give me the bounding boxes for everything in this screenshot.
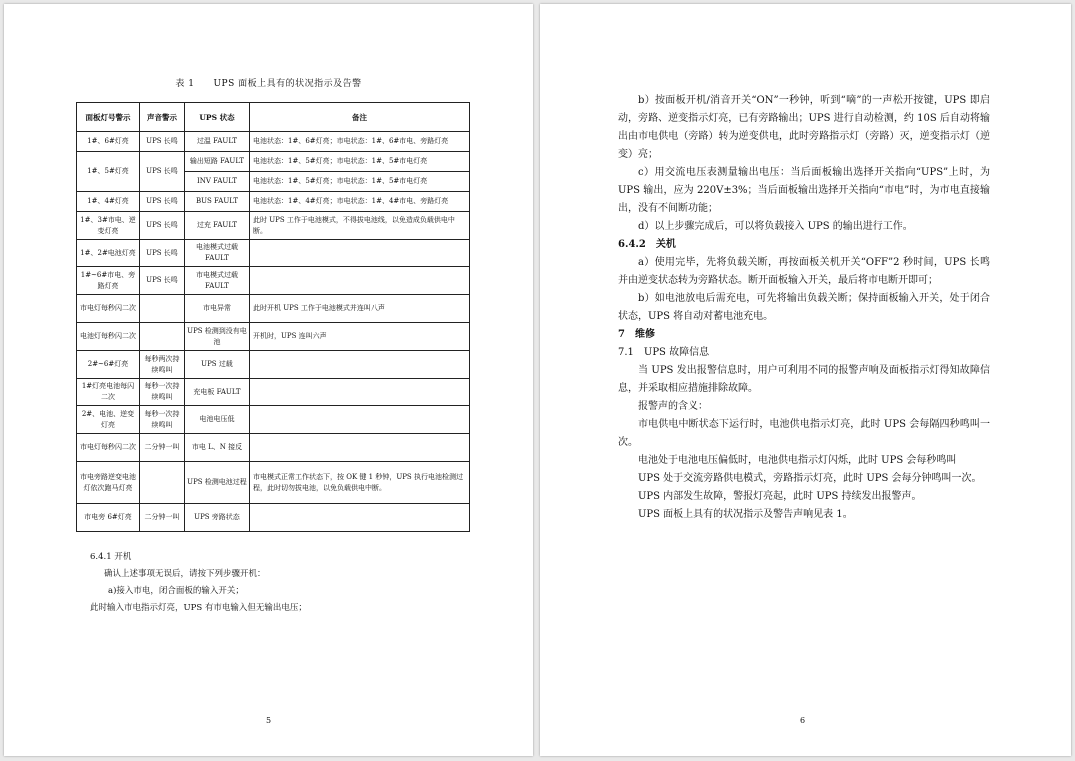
paragraph-startup-d: d）以上步骤完成后，可以将负载接入 UPS 的输出进行工作。: [638, 221, 913, 232]
section-heading-71: 7.1 UPS 故障信息: [618, 347, 710, 358]
table-cell: 1#、6#灯亮: [77, 132, 140, 152]
table-cell: [250, 379, 470, 406]
table-cell: [250, 240, 470, 267]
table-cell: 电池状态：1#、5#灯亮；市电状态：1#、5#市电灯亮: [250, 152, 470, 172]
table-row: [77, 295, 470, 323]
table-row: [77, 379, 470, 406]
table-cell: [140, 295, 185, 323]
table-cell: 市电灯每秒闪二次: [77, 434, 140, 462]
paragraph-startup-c: c）用交流电压表测量输出电压：当后面板输出选择开关指向“UPS”上时，为 UPS 输出，应为 220V±3%；当后面板输出选择开关指向“市电”时，为市电直接输出，没有不间断功能；: [618, 167, 990, 214]
table-cell: 1#灯亮电池每闪二次: [77, 379, 140, 406]
table-cell: UPS 长鸣: [140, 212, 185, 240]
status-table: [76, 102, 470, 532]
table-cell: UPS 长鸣: [140, 152, 185, 192]
right-page: [540, 4, 1071, 756]
table-cell: 电池状态：1#、6#灯亮；市电状态：1#、6#市电、旁路灯亮: [250, 132, 470, 152]
table-row: [77, 434, 470, 462]
table-cell: UPS 旁路状态: [185, 504, 250, 532]
left-page: [4, 4, 533, 756]
table-cell: [250, 351, 470, 379]
table-cell: [140, 323, 185, 351]
paragraph-alarm-table-ref: UPS 面板上具有的状况指示及警告声响见表 1。: [638, 509, 853, 520]
table-caption: 表 1 UPS 面板上具有的状况指示及告警: [175, 79, 362, 89]
table-cell: [250, 504, 470, 532]
table-cell: 过温 FAULT: [185, 132, 250, 152]
table-cell: 1#、5#灯亮: [77, 152, 140, 192]
table-cell: 电池灯每秒闪二次: [77, 323, 140, 351]
table-cell: [250, 406, 470, 434]
table-cell: [250, 267, 470, 295]
table-cell: UPS 过载: [185, 351, 250, 379]
table-cell: 1#~6#市电、旁路灯亮: [77, 267, 140, 295]
header-panel-light: 面板灯号警示: [77, 103, 140, 132]
table-row: [77, 132, 470, 152]
table-cell: UPS 长鸣: [140, 192, 185, 212]
table-row: [77, 462, 470, 504]
table-cell: 二分钟一叫: [140, 504, 185, 532]
section-heading-641: 6.4.1 开机: [90, 552, 132, 562]
table-cell: 输出短路 FAULT: [185, 152, 250, 172]
table-cell: 电池模式过载 FAULT: [185, 240, 250, 267]
table-cell: 1#、2#电池灯亮: [77, 240, 140, 267]
table-row: [77, 267, 470, 295]
paragraph-shutdown-a: a）使用完毕，先将负载关断，再按面板关机开关“OFF”2 秒时间，UPS 长鸣并由逆变状态转为旁路状态。断开面板输入开关，最后将市电断开即可；: [618, 257, 990, 286]
section-heading-642: 6.4.2 关机: [618, 239, 676, 250]
right-page-body: [618, 92, 990, 524]
table-row: [77, 406, 470, 434]
table-row: [77, 323, 470, 351]
table-cell: 充电板 FAULT: [185, 379, 250, 406]
table-row: [77, 504, 470, 532]
table-cell: 开机时，UPS 连叫六声: [250, 323, 470, 351]
table-cell: BUS FAULT: [185, 192, 250, 212]
paragraph-startup-b: b）按面板开机/消音开关“ON”一秒钟，听到“嘀”的一声松开按键，UPS 即启动，旁路、逆变指示灯亮，已有旁路输出；UPS 进行自动检测，约 10S 后自动将输出由市电供电（旁路）转为逆变供电，此时旁路指示灯（旁路）灭，逆变指示灯（逆变）亮；: [618, 95, 990, 160]
table-cell: 1#、4#灯亮: [77, 192, 140, 212]
table-row: [77, 152, 470, 172]
table-cell: UPS 长鸣: [140, 267, 185, 295]
table-cell: 市电异常: [185, 295, 250, 323]
table-cell: 市电灯每秒闪二次: [77, 295, 140, 323]
table-header-row: [77, 103, 470, 132]
table-cell: 2#~6#灯亮: [77, 351, 140, 379]
table-row: [77, 240, 470, 267]
table-cell: [250, 434, 470, 462]
paragraph-alarm-meaning: 报警声的含义：: [638, 401, 708, 412]
paragraph-step-a: a)接入市电，闭合面板的输入开关；: [108, 586, 244, 596]
table-cell: 1#、3#市电、逆变灯亮: [77, 212, 140, 240]
table-cell: 过充 FAULT: [185, 212, 250, 240]
table-cell: 市电模式正常工作状态下，按 OK 键 1 秒钟，UPS 执行电池检测过程，此时切勿拔电池，以免负载供电中断。: [250, 462, 470, 504]
table-cell: 二分钟一叫: [140, 434, 185, 462]
paragraph-confirm: 确认上述事项无误后，请按下列步骤开机：: [104, 569, 266, 579]
table-cell: UPS 长鸣: [140, 132, 185, 152]
table-cell: INV FAULT: [185, 172, 250, 192]
page-number: 5: [266, 716, 272, 725]
table-cell: UPS 长鸣: [140, 240, 185, 267]
table-cell: UPS 检测到没有电池: [185, 323, 250, 351]
paragraph-shutdown-b: b）如电池放电后需充电，可先将输出负载关断；保持面板输入开关，处于闭合状态，UPS 将自动对蓄电池充电。: [618, 293, 990, 322]
table-row: [77, 212, 470, 240]
table-cell: 市电旁 6#灯亮: [77, 504, 140, 532]
section-heading-7: 7 维修: [618, 329, 655, 340]
table-cell: 市电旁路逆变电池灯依次跑马灯亮: [77, 462, 140, 504]
table-cell: 电池电压低: [185, 406, 250, 434]
paragraph-mains-light: 此时输入市电指示灯亮，UPS 有市电输入但无输出电压；: [90, 603, 307, 613]
table-cell: 电池状态：1#、4#灯亮；市电状态：1#、4#市电、旁路灯亮: [250, 192, 470, 212]
table-cell: 市电模式过载 FAULT: [185, 267, 250, 295]
table-cell: 每秒一次持续鸣叫: [140, 379, 185, 406]
paragraph-fault-info: 当 UPS 发出报警信息时，用户可利用不同的报警声响及面板指示灯得知故障信息，并采取相应措施排除故障。: [618, 365, 990, 394]
table-cell: 此时开机 UPS 工作于电池模式并连叫八声: [250, 295, 470, 323]
page-number: 6: [800, 716, 806, 725]
header-sound: 声音警示: [140, 103, 185, 132]
table-row: [77, 192, 470, 212]
table-cell: 电池状态：1#、5#灯亮；市电状态：1#、5#市电灯亮: [250, 172, 470, 192]
table-row: [77, 351, 470, 379]
paragraph-alarm-bypass: UPS 处于交流旁路供电模式，旁路指示灯亮，此时 UPS 会每分钟鸣叫一次。: [638, 473, 982, 484]
paragraph-alarm-mains: 市电供电中断状态下运行时，电池供电指示灯亮，此时 UPS 会每隔四秒鸣叫一次。: [618, 419, 990, 448]
paragraph-alarm-fault: UPS 内部发生故障，警报灯亮起，此时 UPS 持续发出报警声。: [638, 491, 922, 502]
table-cell: 市电 L、N 接反: [185, 434, 250, 462]
paragraph-alarm-battery: 电池处于电池电压偏低时，电池供电指示灯闪烁，此时 UPS 会每秒鸣叫: [638, 455, 957, 466]
table-cell: 2#、电池、逆变灯亮: [77, 406, 140, 434]
header-remarks: 备注: [250, 103, 470, 132]
table-cell: 每秒两次持续鸣叫: [140, 351, 185, 379]
table-cell: 每秒一次持续鸣叫: [140, 406, 185, 434]
table-cell: [140, 462, 185, 504]
header-ups-status: UPS 状态: [185, 103, 250, 132]
table-cell: 此时 UPS 工作于电池模式，不得拔电池线，以免造成负载供电中断。: [250, 212, 470, 240]
table-cell: UPS 检测电池过程: [185, 462, 250, 504]
